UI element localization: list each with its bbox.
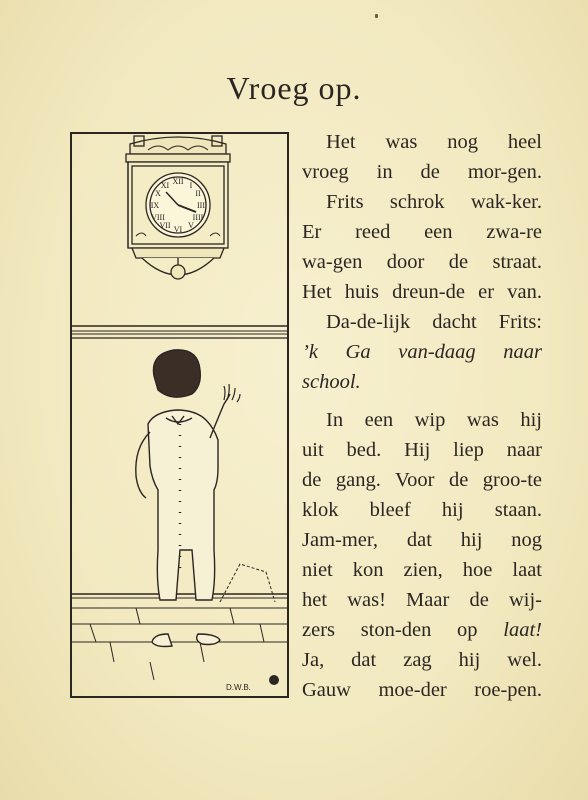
text-line: Da-de-lijk dacht Frits: [326, 311, 542, 333]
paper-speck [375, 14, 378, 18]
text-line: Het was nog heel [326, 131, 542, 153]
svg-text:X: X [155, 189, 161, 198]
svg-text:XI: XI [160, 181, 170, 190]
text-line: Gauw moe-der roe-pen. [302, 679, 542, 701]
text-line: klok bleef hij staan. [302, 499, 542, 521]
wall-clock [126, 136, 230, 279]
text-line: Jam-mer, dat hij nog [302, 529, 542, 551]
illustration-boy-and-clock [70, 132, 289, 698]
svg-text:XII: XII [172, 177, 184, 186]
svg-text:D.W.B.: D.W.B. [226, 683, 251, 692]
floor-boards [72, 594, 287, 680]
svg-text:IIII: IIII [192, 213, 204, 222]
text-line-italic: ’k Ga van-daag naar [302, 341, 542, 363]
svg-text:III: III [197, 201, 205, 210]
text-line: Frits schrok wak-ker. [326, 191, 542, 213]
text-line: niet kon zien, hoe laat [302, 559, 542, 581]
text-line: het was! Maar de wij- [302, 589, 542, 611]
text-line: Het huis dreun-de er van. [302, 281, 542, 303]
paragraph-gap [302, 397, 542, 405]
text-line: In een wip was hij [326, 409, 542, 431]
story-text [302, 127, 542, 705]
svg-text:VIII: VIII [151, 213, 165, 222]
text-line: de gang. Voor de groo-te [302, 469, 542, 491]
svg-text:V: V [188, 221, 194, 230]
svg-text:II: II [195, 189, 201, 198]
boy-figure [136, 350, 240, 647]
emphasis-word: laat! [503, 619, 542, 641]
svg-text:VII: VII [159, 221, 171, 230]
text-line: Ja, dat zag hij wel. [302, 649, 542, 671]
window-corner [220, 564, 275, 602]
text-line: wa-gen door de straat. [302, 251, 542, 273]
text-line: vroeg in de mor-gen. [302, 161, 542, 183]
svg-text:VI: VI [173, 225, 183, 234]
page-title: Vroeg op. [226, 70, 362, 106]
illustration-svg [70, 132, 289, 698]
text-line: zers ston-den op laat! [302, 619, 542, 641]
text-line: uit bed. Hij liep naar [302, 439, 542, 461]
text-line-italic: school. [302, 371, 361, 393]
svg-text:IX: IX [150, 201, 160, 210]
artist-signature [226, 675, 279, 692]
text-line: Er reed een zwa-re [302, 221, 542, 243]
svg-text:I: I [189, 181, 193, 190]
wall-chair-rail [72, 326, 287, 338]
